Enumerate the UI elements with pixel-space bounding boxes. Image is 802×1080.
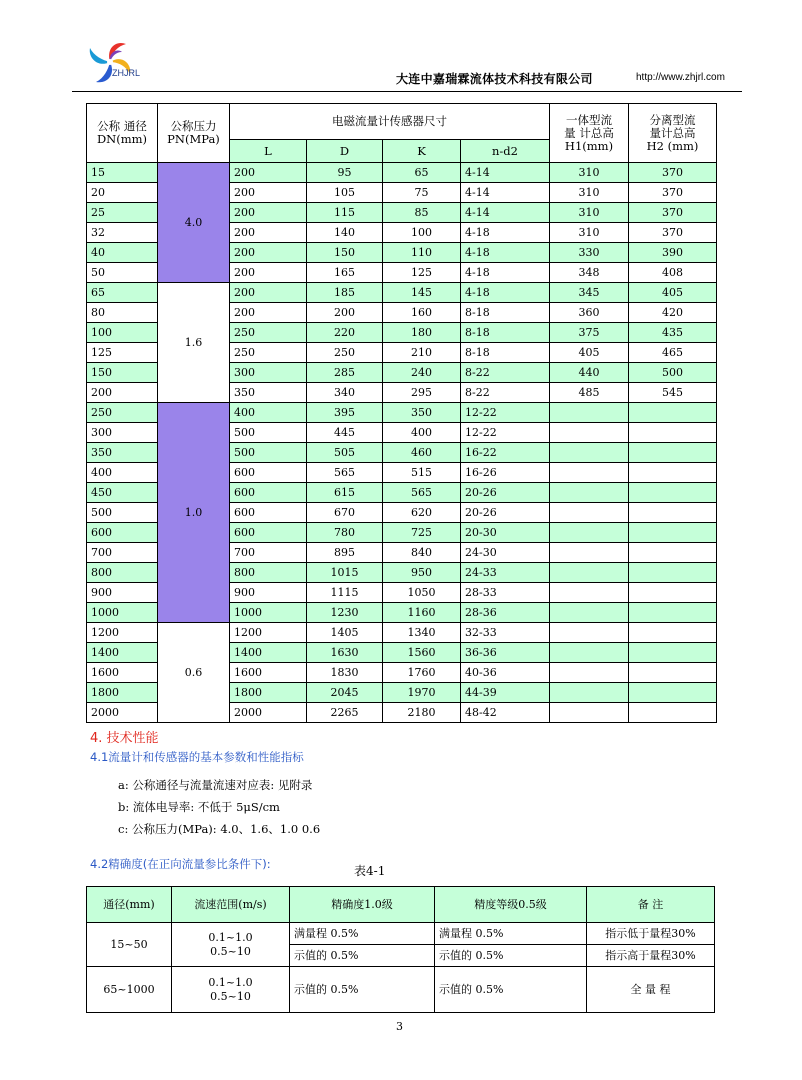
cell-h2: 465 [629,343,717,363]
subsection-4-1: 4.1流量计和传感器的基本参数和性能指标 [90,750,304,764]
cell-L: 200 [230,303,307,323]
cell-nd: 20-26 [461,503,550,523]
cell-D: 505 [307,443,383,463]
cell-nd: 4-18 [461,283,550,303]
cell-D: 105 [307,183,383,203]
t2-header: 通径(mm) [87,887,172,923]
cell-nd: 16-22 [461,443,550,463]
header-L: L [230,140,307,163]
company-logo [80,38,142,90]
cell-dn: 2000 [87,703,158,723]
header-K: K [383,140,461,163]
cell-nd: 28-36 [461,603,550,623]
header-pn: 公称压力 PN(MPa) [158,104,230,163]
cell-L: 500 [230,443,307,463]
cell-h1 [550,423,629,443]
cell-dn: 20 [87,183,158,203]
header-h1: 一体型流 量 计总高 H1(mm) [550,104,629,163]
cell-D: 220 [307,323,383,343]
cell-K: 350 [383,403,461,423]
accuracy-table [86,886,715,1013]
cell-h1 [550,623,629,643]
company-url: http://www.zhjrl.com [636,72,725,83]
cell-h1 [550,663,629,683]
logo-text: ZHJRL [112,68,141,78]
header-nd2: n-d2 [461,140,550,163]
cell-K: 1970 [383,683,461,703]
cell-h1: 330 [550,243,629,263]
table-caption: 表4-1 [354,864,386,878]
cell-h1: 375 [550,323,629,343]
t2-header: 精确度1.0级 [290,887,435,923]
t2-speed: 0.1~1.0 0.5~10 [172,923,290,967]
cell-D: 2045 [307,683,383,703]
cell-h2 [629,543,717,563]
cell-D: 895 [307,543,383,563]
cell-D: 670 [307,503,383,523]
cell-D: 615 [307,483,383,503]
cell-dn: 200 [87,383,158,403]
cell-nd: 4-18 [461,243,550,263]
cell-K: 210 [383,343,461,363]
pressure-group: 1.0 [158,403,230,623]
cell-nd: 20-26 [461,483,550,503]
cell-h1: 345 [550,283,629,303]
cell-K: 1560 [383,643,461,663]
cell-h1 [550,703,629,723]
cell-h1 [550,443,629,463]
t2-cell: 全 量 程 [587,967,715,1013]
cell-dn: 50 [87,263,158,283]
cell-dn: 25 [87,203,158,223]
cell-h2: 370 [629,223,717,243]
cell-h1 [550,403,629,423]
cell-nd: 8-22 [461,363,550,383]
cell-h2: 405 [629,283,717,303]
cell-K: 840 [383,543,461,563]
cell-D: 445 [307,423,383,443]
table-row [87,623,717,643]
cell-h2: 545 [629,383,717,403]
cell-L: 1800 [230,683,307,703]
cell-h1 [550,563,629,583]
cell-h2 [629,423,717,443]
cell-L: 700 [230,543,307,563]
subsection-4-2: 4.2精确度(在正向流量参比条件下): [90,857,271,871]
cell-nd: 4-18 [461,223,550,243]
cell-h1: 310 [550,203,629,223]
cell-L: 250 [230,323,307,343]
cell-nd: 4-14 [461,163,550,183]
cell-K: 75 [383,183,461,203]
cell-h1: 310 [550,183,629,203]
cell-D: 1115 [307,583,383,603]
cell-h1 [550,483,629,503]
cell-nd: 8-22 [461,383,550,403]
cell-dn: 800 [87,563,158,583]
cell-h2 [629,463,717,483]
cell-nd: 20-30 [461,523,550,543]
cell-K: 950 [383,563,461,583]
cell-dn: 300 [87,423,158,443]
t2-cell: 指示高于量程30% [587,945,715,967]
cell-h2 [629,643,717,663]
cell-dn: 1200 [87,623,158,643]
cell-K: 180 [383,323,461,343]
cell-h2: 370 [629,163,717,183]
cell-dn: 700 [87,543,158,563]
cell-K: 160 [383,303,461,323]
cell-h1: 310 [550,223,629,243]
cell-K: 65 [383,163,461,183]
cell-h2 [629,703,717,723]
cell-dn: 250 [87,403,158,423]
table-row [87,163,717,183]
cell-K: 110 [383,243,461,263]
cell-L: 600 [230,483,307,503]
cell-h2: 500 [629,363,717,383]
cell-nd: 36-36 [461,643,550,663]
header-D: D [307,140,383,163]
cell-h2 [629,523,717,543]
cell-nd: 32-33 [461,623,550,643]
cell-D: 395 [307,403,383,423]
cell-dn: 100 [87,323,158,343]
cell-L: 1200 [230,623,307,643]
cell-D: 1230 [307,603,383,623]
cell-dn: 500 [87,503,158,523]
cell-dn: 32 [87,223,158,243]
header-h2: 分离型流 量计总高 H2 (mm) [629,104,717,163]
cell-L: 1000 [230,603,307,623]
cell-D: 115 [307,203,383,223]
cell-K: 565 [383,483,461,503]
cell-K: 725 [383,523,461,543]
cell-D: 150 [307,243,383,263]
cell-L: 200 [230,203,307,223]
pressure-group: 1.6 [158,283,230,403]
cell-L: 200 [230,283,307,303]
t2-cell: 示值的 0.5% [290,945,435,967]
cell-h2: 420 [629,303,717,323]
cell-L: 500 [230,423,307,443]
cell-L: 1400 [230,643,307,663]
cell-K: 1160 [383,603,461,623]
header-sensor: 电磁流量计传感器尺寸 [230,104,550,140]
cell-nd: 24-33 [461,563,550,583]
cell-nd: 12-22 [461,423,550,443]
cell-K: 145 [383,283,461,303]
sensor-dimensions-table [86,103,717,723]
cell-K: 240 [383,363,461,383]
cell-nd: 16-26 [461,463,550,483]
cell-D: 185 [307,283,383,303]
table-row [87,403,717,423]
cell-dn: 1800 [87,683,158,703]
cell-L: 600 [230,503,307,523]
list-item: b: 流体电导率: 不低于 5μS/cm [118,800,280,814]
cell-h1 [550,643,629,663]
cell-dn: 125 [87,343,158,363]
cell-dn: 40 [87,243,158,263]
cell-K: 620 [383,503,461,523]
cell-h2: 408 [629,263,717,283]
cell-h1 [550,543,629,563]
cell-h1 [550,683,629,703]
cell-L: 800 [230,563,307,583]
cell-L: 1600 [230,663,307,683]
cell-D: 1630 [307,643,383,663]
header-rule [72,91,742,92]
cell-D: 1015 [307,563,383,583]
cell-L: 350 [230,383,307,403]
t2-header: 备 注 [587,887,715,923]
cell-h2: 370 [629,183,717,203]
t2-cell: 示值的 0.5% [435,945,587,967]
header-dn: 公称 通径 DN(mm) [87,104,158,163]
cell-dn: 1400 [87,643,158,663]
t2-header: 流速范围(m/s) [172,887,290,923]
cell-D: 1405 [307,623,383,643]
t2-dn: 65~1000 [87,967,172,1013]
cell-h2 [629,603,717,623]
cell-h2 [629,443,717,463]
cell-D: 285 [307,363,383,383]
cell-nd: 12-22 [461,403,550,423]
cell-h1 [550,583,629,603]
cell-K: 1340 [383,623,461,643]
cell-h1: 310 [550,163,629,183]
list-item: c: 公称压力(MPa): 4.0、1.6、1.0 0.6 [118,822,321,836]
cell-h1 [550,463,629,483]
cell-h2: 435 [629,323,717,343]
cell-D: 780 [307,523,383,543]
cell-nd: 4-14 [461,183,550,203]
cell-h2 [629,623,717,643]
cell-dn: 600 [87,523,158,543]
cell-h2 [629,563,717,583]
cell-dn: 80 [87,303,158,323]
t2-cell: 指示低于量程30% [587,923,715,945]
t2-cell: 示值的 0.5% [290,967,435,1013]
cell-h2: 390 [629,243,717,263]
cell-L: 200 [230,183,307,203]
cell-nd: 48-42 [461,703,550,723]
t2-header: 精度等级0.5级 [435,887,587,923]
cell-L: 600 [230,463,307,483]
cell-K: 100 [383,223,461,243]
table-row [87,283,717,303]
cell-L: 200 [230,223,307,243]
cell-K: 2180 [383,703,461,723]
t2-dn: 15~50 [87,923,172,967]
list-item: a: 公称通径与流量流速对应表: 见附录 [118,778,313,792]
cell-dn: 150 [87,363,158,383]
cell-nd: 8-18 [461,303,550,323]
cell-h2 [629,583,717,603]
cell-h1: 348 [550,263,629,283]
cell-h1: 360 [550,303,629,323]
t2-speed: 0.1~1.0 0.5~10 [172,967,290,1013]
cell-nd: 8-18 [461,343,550,363]
cell-nd: 28-33 [461,583,550,603]
cell-L: 200 [230,163,307,183]
cell-L: 600 [230,523,307,543]
cell-h1: 485 [550,383,629,403]
cell-K: 1760 [383,663,461,683]
cell-dn: 1600 [87,663,158,683]
t2-cell: 满量程 0.5% [435,923,587,945]
cell-dn: 450 [87,483,158,503]
cell-K: 1050 [383,583,461,603]
cell-h1: 405 [550,343,629,363]
cell-D: 250 [307,343,383,363]
cell-h1 [550,523,629,543]
cell-nd: 24-30 [461,543,550,563]
cell-nd: 40-36 [461,663,550,683]
cell-nd: 4-14 [461,203,550,223]
cell-L: 400 [230,403,307,423]
cell-D: 340 [307,383,383,403]
cell-L: 250 [230,343,307,363]
cell-nd: 44-39 [461,683,550,703]
cell-h2: 370 [629,203,717,223]
cell-D: 140 [307,223,383,243]
cell-dn: 350 [87,443,158,463]
pressure-group: 4.0 [158,163,230,283]
cell-h2 [629,683,717,703]
cell-dn: 900 [87,583,158,603]
cell-dn: 1000 [87,603,158,623]
pressure-group: 0.6 [158,623,230,723]
cell-L: 300 [230,363,307,383]
cell-dn: 15 [87,163,158,183]
cell-nd: 8-18 [461,323,550,343]
cell-D: 95 [307,163,383,183]
cell-D: 1830 [307,663,383,683]
cell-K: 85 [383,203,461,223]
cell-L: 200 [230,263,307,283]
cell-h1: 440 [550,363,629,383]
cell-h2 [629,503,717,523]
cell-L: 900 [230,583,307,603]
cell-L: 200 [230,243,307,263]
cell-K: 125 [383,263,461,283]
cell-h2 [629,663,717,683]
cell-h1 [550,603,629,623]
t2-cell: 满量程 0.5% [290,923,435,945]
cell-h2 [629,483,717,503]
cell-K: 460 [383,443,461,463]
cell-dn: 65 [87,283,158,303]
cell-K: 295 [383,383,461,403]
cell-K: 400 [383,423,461,443]
cell-K: 515 [383,463,461,483]
cell-D: 565 [307,463,383,483]
company-name: 大连中嘉瑞霖流体技术科技有限公司 [396,72,593,86]
cell-h1 [550,503,629,523]
cell-dn: 400 [87,463,158,483]
page-number: 3 [396,1020,403,1033]
cell-D: 2265 [307,703,383,723]
cell-h2 [629,403,717,423]
t2-cell: 示值的 0.5% [435,967,587,1013]
cell-L: 2000 [230,703,307,723]
cell-nd: 4-18 [461,263,550,283]
section-title: 4. 技术性能 [90,731,159,746]
cell-D: 200 [307,303,383,323]
cell-D: 165 [307,263,383,283]
